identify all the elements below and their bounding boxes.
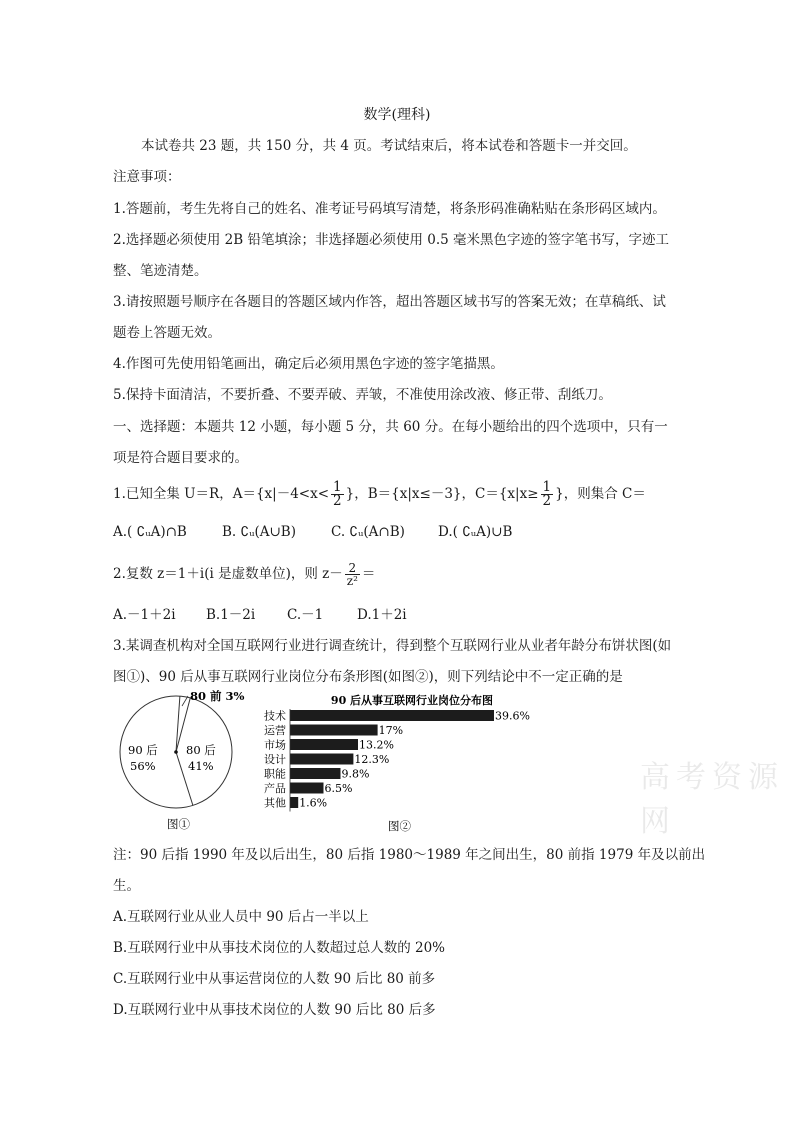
pie-label-80qian: 80 前 3%: [190, 689, 245, 703]
q2-option-a: A.－1＋2i: [113, 607, 176, 623]
bar-category-label: 其他: [264, 796, 286, 810]
bar-caption: 图②: [388, 819, 411, 833]
q2-option-c: C.－1: [287, 607, 324, 623]
notice-heading: 注意事项：: [113, 169, 181, 185]
bar-category-label: 市场: [264, 738, 286, 752]
pie-label-80hou-value: 41%: [188, 759, 214, 773]
notice-line: 1.答题前，考生先将自己的姓名、准考证号码填写清楚，将条形码准确粘贴在条形码区域内。: [113, 201, 666, 217]
bar: [290, 739, 358, 750]
age-pie-chart: [112, 688, 252, 834]
pie-caption: 图①: [167, 817, 190, 831]
bar-category-label: 运营: [264, 724, 286, 737]
q1-option-b: B. ∁ᵤ(A∪B): [222, 524, 296, 540]
pie-label-90hou-value: 56%: [130, 759, 156, 773]
q3-note: 注：90 后指 1990 年及以后出生，80 后指 1980～1989 年之间出生，80 前指 1979 年及以前出: [113, 847, 706, 863]
bar-value-label: 39.6%: [495, 709, 530, 723]
q1-text-a: 1.已知全集 U＝R，A＝{x|－4<x<: [113, 486, 330, 502]
bar: [290, 797, 298, 808]
q2-option-b: B.1－2i: [206, 607, 256, 623]
q3-note-cont: 生。: [113, 878, 140, 894]
q2-text-a: 2.复数 z＝1＋i(i 是虚数单位)，则 z－: [113, 566, 343, 582]
bar-value-label: 17%: [378, 724, 404, 737]
q3-option-c: C.互联网行业中从事运营岗位的人数 90 后比 80 前多: [113, 971, 436, 987]
section-heading-cont: 项是符合题目要求的。: [113, 450, 248, 466]
q1-option-a: A.( ∁ᵤA)∩B: [113, 524, 187, 540]
bar-value-label: 1.6%: [299, 796, 328, 810]
bar-category-label: 产品: [264, 782, 286, 795]
bar-value-label: 12.3%: [354, 753, 390, 766]
section-heading: 一、选择题：本题共 12 小题，每小题 5 分，共 60 分。在每小题给出的四个选项中，只有一: [113, 419, 668, 435]
fraction-numerator: 1: [542, 478, 552, 495]
job-bar-chart: [262, 690, 562, 836]
q1-text-b: }，B＝{x|x≤－3}，C＝{x|x≥: [345, 486, 539, 502]
pie-label-90hou-name: 90 后: [128, 743, 158, 757]
watermark: 高考资源网: [640, 760, 784, 839]
bar-category-label: 职能: [264, 767, 286, 781]
bar: [290, 754, 353, 765]
bar: [290, 768, 341, 779]
bar-value-label: 9.8%: [341, 767, 370, 781]
fraction-one-half: [541, 478, 554, 509]
fraction-numerator: 1: [333, 478, 342, 495]
question-1-stem: [113, 472, 646, 516]
notice-line: 整、笔迹清楚。: [113, 263, 208, 279]
bar: [290, 710, 494, 721]
question-3-stem-cont: 图①)、90 后从事互联网行业岗位分布条形图(如图②)，则下列结论中不一定正确的是: [113, 669, 623, 685]
fraction-denominator: z²: [346, 574, 358, 588]
notice-line: 2.选择题必须使用 2B 铅笔填涂；非选择题必须使用 0.5 毫米黑色字迹的签字笔书写，字迹工: [113, 232, 670, 248]
fraction-numerator: 2: [345, 562, 360, 575]
bar: [290, 725, 378, 736]
notice-line: 4.作图可先使用铅笔画出，确定后必须用黑色字迹的签字笔描黑。: [113, 356, 504, 372]
question-3-stem: 3.某调查机构对全国互联网行业进行调查统计，得到整个互联网行业从业者年龄分布饼状图(如: [113, 638, 672, 654]
q2-text-b: ＝: [361, 566, 376, 582]
fraction-denominator: 2: [333, 493, 342, 509]
q3-option-a: A.互联网行业从业人员中 90 后占一半以上: [113, 909, 369, 925]
bar: [290, 783, 324, 794]
notice-line: 题卷上答题无效。: [113, 325, 221, 341]
q3-option-b: B.互联网行业中从事技术岗位的人数超过总人数的 20%: [113, 940, 446, 956]
fraction-two-over-z-squared: [345, 562, 360, 587]
bar-category-label: 技术: [264, 709, 286, 723]
bar-value-label: 13.2%: [359, 738, 394, 752]
intro-text: 本试卷共 23 题，共 150 分，共 4 页。考试结束后，将本试卷和答题卡一并交回。: [141, 138, 637, 154]
q2-option-d: D.1＋2i: [357, 607, 407, 623]
bar-chart-title: 90 后从事互联网行业岗位分布图: [330, 694, 494, 707]
bar-value-label: 6.5%: [324, 782, 353, 795]
bar-category-label: 设计: [264, 753, 286, 766]
notice-line: 5.保持卡面清洁，不要折叠、不要弄破、弄皱，不准使用涂改液、修正带、刮纸刀。: [113, 387, 612, 403]
bar-group: [264, 709, 530, 812]
pie-label-80hou-name: 80 后: [186, 743, 216, 757]
q1-option-c: C. ∁ᵤ(A∩B): [331, 524, 405, 540]
fraction-one-half: [331, 478, 344, 509]
pie-center-dot: [174, 750, 178, 754]
q3-option-d: D.互联网行业中从事技术岗位的人数 90 后比 80 后多: [113, 1002, 436, 1018]
notice-line: 3.请按照题号顺序在各题目的答题区域内作答，超出答题区域书写的答案无效；在草稿纸、试: [113, 294, 666, 310]
page-title: 数学(理科): [363, 107, 431, 123]
fraction-denominator: 2: [542, 493, 552, 509]
q1-option-d: D.( ∁ᵤA)∪B: [438, 524, 513, 540]
question-2-stem: [113, 552, 375, 596]
q1-text-c: }，则集合 C＝: [555, 486, 646, 502]
